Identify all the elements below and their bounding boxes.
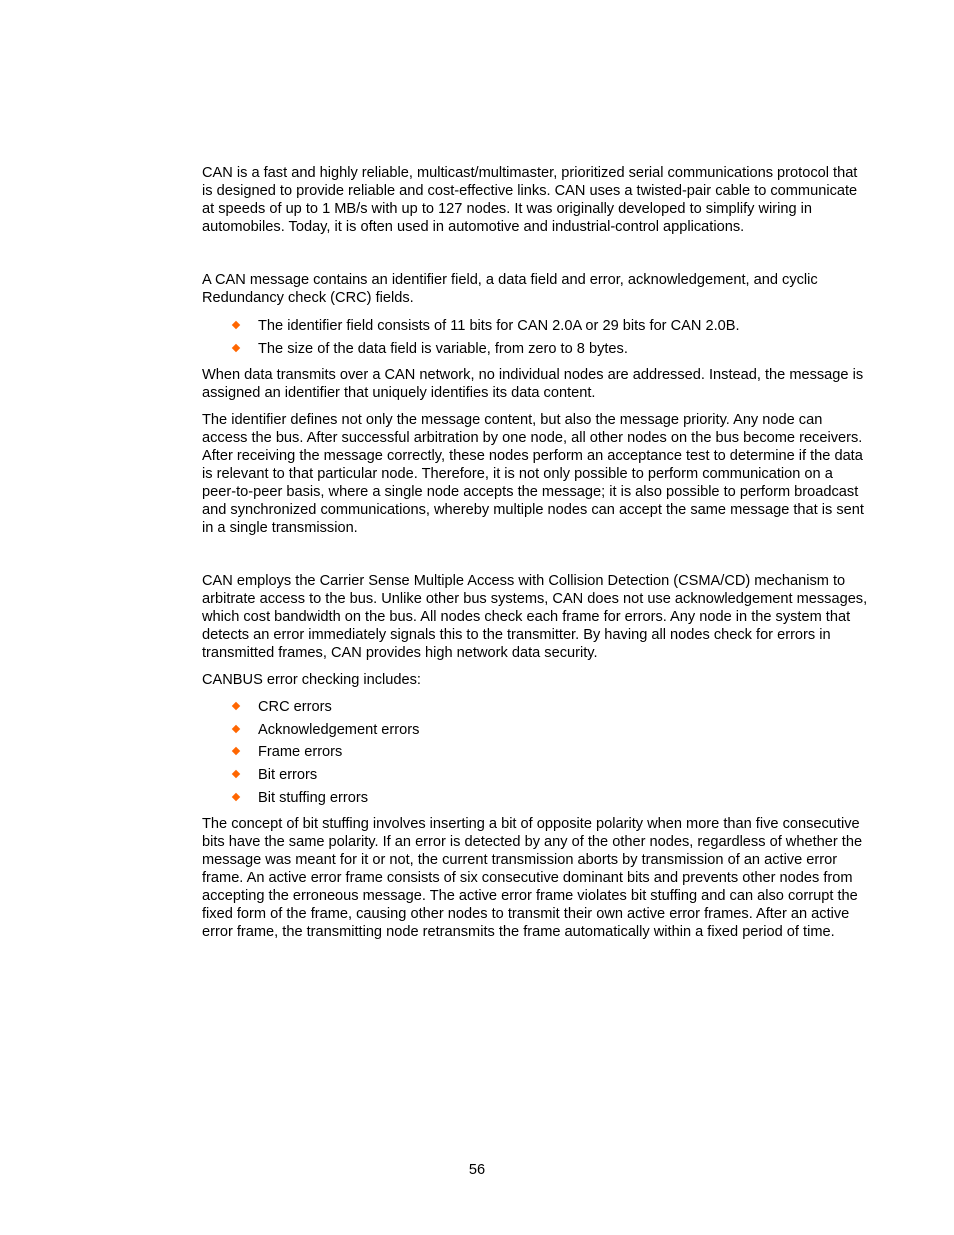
list-item — [202, 317, 870, 340]
diamond-bullet-icon — [232, 770, 240, 778]
list-item-text: The identifier field consists of 11 bits for CAN 2.0A or 29 bits for CAN 2.0B. — [258, 318, 740, 334]
page-content — [202, 164, 870, 950]
list-item-text: Bit stuffing errors — [258, 789, 369, 806]
field-bullet-list — [202, 317, 870, 362]
list-item — [202, 766, 870, 789]
intro-paragraph: CAN is a fast and highly reliable, multicast/multimaster, prioritized serial communications protocol that is designed to provide reliable and cost-effective links. CAN uses a twisted-pair cable to communicate at speeds of up to 1 MB/s with up to 127 nodes. It was originally developed to simplify wiring in automobiles. Today, it is often used in automotive and industrial-control applications. — [202, 165, 858, 235]
list-item-text: The size of the data field is variable, from zero to 8 bytes. — [258, 340, 628, 357]
error-intro-paragraph: CANBUS error checking includes: — [202, 672, 421, 689]
error-bullet-list — [202, 698, 870, 811]
message-paragraph: A CAN message contains an identifier field, a data field and error, acknowledgement, and cyclic Redundancy check (CRC) fields. — [202, 272, 818, 306]
page-number: 56 — [468, 1162, 486, 1178]
bit-stuffing-paragraph: The concept of bit stuffing involves inserting a bit of opposite polarity when more than five consecutive bits have the same polarity. If an error is detected by any of the other nodes, regardless of whether the message was meant for it or not, the current transmission aborts by transmission of an active error frame. An active error frame consists of six consecutive dominant bits and prevents other nodes from accepting the erroneous message. The active error frame violates bit stuffing and can also corrupt the fixed form of the frame, causing other nodes to transmit their own active error frames. After an active error frame, the transmitting node retransmits the frame automatically within a fixed period of time. — [202, 816, 863, 941]
no-address-paragraph: When data transmits over a CAN network, no individual nodes are addressed. Instead, the message is assigned an identifier that uniquely identifies its data content. — [202, 367, 864, 402]
diamond-bullet-icon — [232, 792, 240, 800]
diamond-bullet-icon — [232, 702, 240, 710]
csma-paragraph: CAN employs the Carrier Sense Multiple Access with Collision Detection (CSMA/CD) mechanism to arbitrate access to the bus. Unlike other bus systems, CAN does not use acknowledgement messages, which cost bandwidth on the bus. All nodes check each frame for errors. Any node in the system that detects an error immediately signals this to the transmitter. By having all nodes check for errors in transmitted frames, CAN provides high network data security. — [202, 573, 868, 662]
diamond-bullet-icon — [232, 321, 240, 329]
diamond-bullet-icon — [232, 725, 240, 733]
list-item — [202, 340, 870, 363]
list-item — [202, 698, 870, 721]
list-item-text: CRC errors — [258, 699, 332, 716]
identifier-paragraph: The identifier defines not only the message content, but also the message priority. Any node can access the bus. After successful arbitration by one node, all other nodes on the bus become receivers. After receiving the message correctly, these nodes perform an acceptance test to determine if the data is relevant to that particular node. Therefore, it is not only possible to perform communication on a peer-to-peer basis, where a single node accepts the message; it is also possible to perform broadcast and synchronized communications, whereby multiple nodes can accept the same message that is sent in a single transmission. — [202, 412, 864, 537]
list-item-text: Frame errors — [258, 744, 343, 761]
diamond-bullet-icon — [232, 747, 240, 755]
list-item-text: Acknowledgement errors — [258, 721, 420, 738]
list-item — [202, 743, 870, 766]
diamond-bullet-icon — [232, 343, 240, 351]
list-item — [202, 721, 870, 744]
list-item — [202, 789, 870, 812]
list-item-text: Bit errors — [258, 766, 318, 783]
